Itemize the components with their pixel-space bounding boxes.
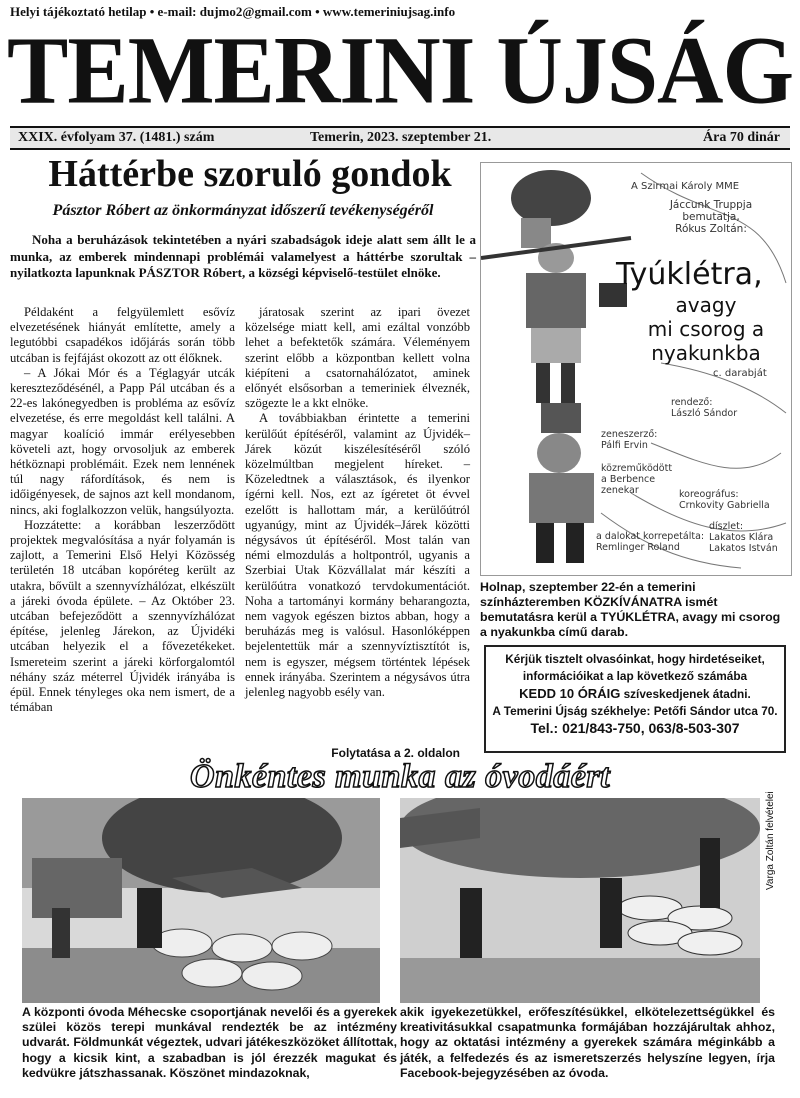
poster-title: Tyúklétra, [616, 257, 763, 292]
poster-composer: zeneszerző: Pálfi Ervin [601, 429, 658, 451]
poster-scenery: díszlet: Lakatos Klára Lakatos István [709, 521, 778, 554]
caption-right: akik igyekezetükkel, erőfeszítésükkel, elkötelezettségükkel és kreativitásukkal csapatmunka formájában hozzájárultak ahhoz, hogy az oktatási intézmény a gyerekek számára méginkább a játék, a felfedezés és az ismeretszerzés helyszíne legyen, írja Facebook-bejegyzésében az óvoda. [400, 1005, 775, 1080]
paragraph: A továbbiakban érintette a temerini kerülőút építéséről, valamint az Újvidék–Járek közút kiszélesítéséről szóló közelmúltban megjelent híreket. – Közeledtnek a választások, és ilyenkor ígérni kell. Nos, ezt az ígéretet öt évvel ezelőtt is hallottam már, a kerülőútról ugyanúgy, mint az Újvidék–Járek közötti négysávos út építéséről. Most talán van némi elmozdulás a holtpontról, ugyanis a Szerbiai Utak Közvállalat már készíti a kerülőútra vonatkozó tervdokumentációt. Noha a tartományi kormány beharangozta, nem vagyok egészen biztos abban, hogy a beruházás meg is valósul. Hasonlóképpen bejelentettük már a szennyvíztisztítót is, nem is egyszer, mégsem történtek lépések ennek irányába. Szerintem a négysávos útra jelenleg nagyobb esély van. [245, 411, 470, 700]
article-lead: Noha a beruházások tekintetében a nyári szabadságok ideje alatt sem állt le a munka, az emberek mindennapi problémái valamelyest a háttérbe szorultak – nyilatkozta lapunknak PÁSZTOR Róbert, a községi képviselő-testület elnöke. [10, 232, 476, 280]
article-headline: Háttérbe szoruló gondok [48, 153, 452, 195]
paragraph: Példaként a felgyülemlett esővíz elvezetésének hiányát említette, amely a legutóbbi csapadékos időjárás során több utcában is fejfájást okozott az ott élőknek. [10, 305, 235, 365]
theatre-poster [480, 162, 792, 576]
price: Ára 70 dinár [703, 130, 780, 145]
notice-line: Kérjük tisztelt olvasóinkat, hogy hirdetéseiket, [505, 652, 765, 666]
poster-director: rendező: László Sándor [671, 397, 738, 419]
poster-play-note: c. darabját [713, 368, 767, 379]
deadline-notice [484, 645, 786, 753]
photo-right [400, 798, 760, 1003]
poster-band: közreműködött a Berbence zenekar [601, 463, 673, 496]
notice-phone: Tel.: 021/843-750, 063/8-503-307 [530, 720, 740, 736]
article-subhead: Pásztor Róbert az önkormányzat időszerű tevékenységéről [52, 202, 434, 219]
caption-left: A központi óvoda Méhecske csoportjának nevelői és a gyerekek szülei közös terepi munkával rendezték be az intézmény udvarát. Földmunkát végeztek, udvari játékeszközöket állítottak, hogy a kicsik kint, a szabadban is jól érezzék magukat és kedvükre játszhassanak. Köszönet mindazoknak, [22, 1005, 397, 1080]
poster-presenter: A Szirmai Károly MME [631, 181, 740, 192]
paragraph: járatosak szerint az ipari övezet közelsége miatt kell, ami ezáltal vonzóbb lehet a befektetők számára. Véleményem szerint előbb a központban kellett volna kiépíteni a csatornahálózatot, aminek előnyét elsősorban a temeriniek élveznék, szögezte le a kkt elnöke. [245, 305, 470, 411]
volunteer-headline: Önkéntes munka az óvodáért [189, 758, 611, 795]
notice-deadline: KEDD 10 ÓRÁIG [519, 686, 621, 701]
volume-number: XXIX. évfolyam 37. (1481.) szám [18, 130, 215, 145]
paragraph: Hozzátette: a korábban leszerződött projektek megvalósítása a nyár folyamán is zajlott, a Temerini Első Helyi Közösség területén 18 utcában kopóréteg került az utakra, bővült a szennyvízhálózat, elkészült a járeki óvoda épülete. – Az Október 23. utcában befejeződött a szennyvízhálózat építése, jelenleg Járekon, az Újvidéki utcában helyezik el a fővezetékeket. Ismereteim szerint a járeki körforgalomtól néhány száz méterrel Újvidék irányába is épül. Ennek tényleges oka nem ismert, de a témában [10, 517, 235, 715]
notice-line-rest: szíveskedjenek átadni. [620, 687, 751, 701]
notice-line [486, 685, 784, 703]
tagline: Helyi tájékoztató hetilap • e-mail: dujmo2@gmail.com • www.temeriniujsag.info [10, 4, 456, 19]
issue-bar [10, 126, 790, 150]
photo-right-image [400, 798, 760, 1003]
article-column-2 [245, 305, 470, 700]
photo-left-image [22, 798, 380, 1003]
issue-date: Temerin, 2023. szeptember 21. [310, 130, 492, 145]
poster-troupe: Jáccunk Truppja bemutatja, Rókus Zoltán: [669, 199, 753, 235]
photo-left [22, 798, 380, 1003]
poster-vocal-coach: a dalokat korrepetálta: Remlinger Roland [596, 531, 705, 553]
masthead: TEMERINI ÚJSÁG [6, 16, 793, 124]
poster-choreographer: koreográfus: Crnkovity Gabriella [679, 489, 770, 511]
poster-subtitle: avagy mi csorog a nyakunkba [647, 293, 765, 365]
article-column-1 [10, 305, 235, 715]
notice-address: A Temerini Újság székhelye: Petőfi Sándor utca 70. [492, 704, 778, 718]
poster-caption: Holnap, szeptember 22-én a temerini színházteremben KÖZKÍVÁNATRA ismét bemutatásra kerül a TYÚKLÉTRA, avagy mi csorog a nyakunkba című darab. [480, 580, 781, 639]
photo-credit: Varga Zoltán felvételei [765, 791, 776, 890]
notice-line: információikat a lap következő számába [522, 669, 748, 683]
continued-note: Folytatása a 2. oldalon [331, 746, 460, 760]
paragraph: – A Jókai Mór és a Téglagyár utcák kereszteződésénél, a Papp Pál utcában és a 22-es lakónegyedben is probléma az esővíz elvezetése, és erre megoldást kell találni. A magyar koalíció immár erélyesebben követeli azt, hogy orvosoljuk az emberek hétköznapi problémáit. Ezek nem lennének túl nagy ráfordítások, és nem is időigényesek, de sajnos azt kell mondanom, nincs, aki foglalkozzon velük, hangsúlyozta. [10, 365, 235, 517]
